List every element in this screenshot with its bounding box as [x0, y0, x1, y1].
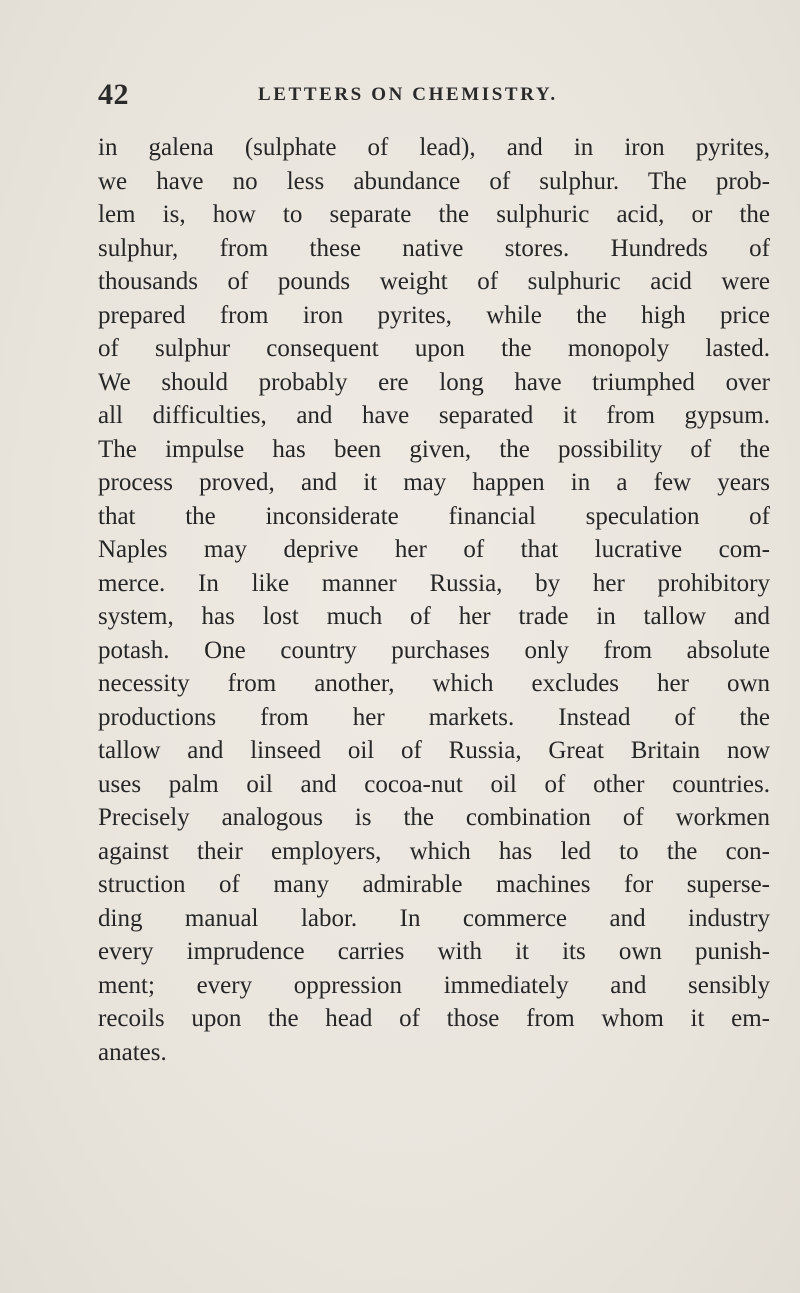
text-line: ment; every oppression immediately and sensibly	[98, 971, 770, 999]
text-line: potash. One country purchases only from absolute	[98, 636, 770, 664]
text-line: recoils upon the head of those from whom it em-	[98, 1005, 770, 1032]
body-paragraph	[98, 131, 770, 1069]
text-line: Precisely analogous is the combination of workmen	[98, 804, 770, 831]
running-head	[98, 78, 738, 118]
text-line: of sulphur consequent upon the monopoly lasted.	[98, 335, 770, 362]
text-line: prepared from iron pyrites, while the high price	[98, 301, 770, 329]
text-line: uses palm oil and cocoa-nut oil of other countries.	[98, 770, 770, 798]
text-line: merce. In like manner Russia, by her prohibitory	[98, 569, 770, 597]
text-line: process proved, and it may happen in a few years	[98, 469, 770, 496]
text-line: ding manual labor. In commerce and industry	[98, 904, 770, 932]
running-title: LETTERS ON CHEMISTRY.	[258, 84, 558, 105]
text-line: that the inconsiderate financial speculation of	[98, 502, 770, 530]
text-line: The impulse has been given, the possibility of the	[98, 435, 770, 463]
text-line: anates.	[98, 1038, 167, 1066]
text-line: necessity from another, which excludes her own	[98, 670, 770, 697]
text-line: thousands of pounds weight of sulphuric acid were	[98, 268, 770, 295]
text-line: we have no less abundance of sulphur. The prob-	[98, 167, 770, 195]
text-line: lem is, how to separate the sulphuric acid, or the	[98, 201, 770, 228]
text-line: struction of many admirable machines for superse-	[98, 871, 770, 898]
text-line: against their employers, which has led to the con-	[98, 837, 770, 865]
text-line: tallow and linseed oil of Russia, Great Britain now	[98, 737, 770, 764]
text-line: productions from her markets. Instead of the	[98, 703, 770, 731]
text-line: all difficulties, and have separated it from gypsum.	[98, 402, 770, 429]
page-number: 42	[98, 78, 129, 111]
text-line: every imprudence carries with it its own punish-	[98, 938, 770, 965]
text-line: system, has lost much of her trade in tallow and	[98, 603, 770, 630]
text-line: We should probably ere long have triumphed over	[98, 368, 770, 396]
text-line: Naples may deprive her of that lucrative com-	[98, 536, 770, 563]
text-line: in galena (sulphate of lead), and in iron pyrites,	[98, 134, 770, 161]
text-line: sulphur, from these native stores. Hundreds of	[98, 234, 770, 262]
